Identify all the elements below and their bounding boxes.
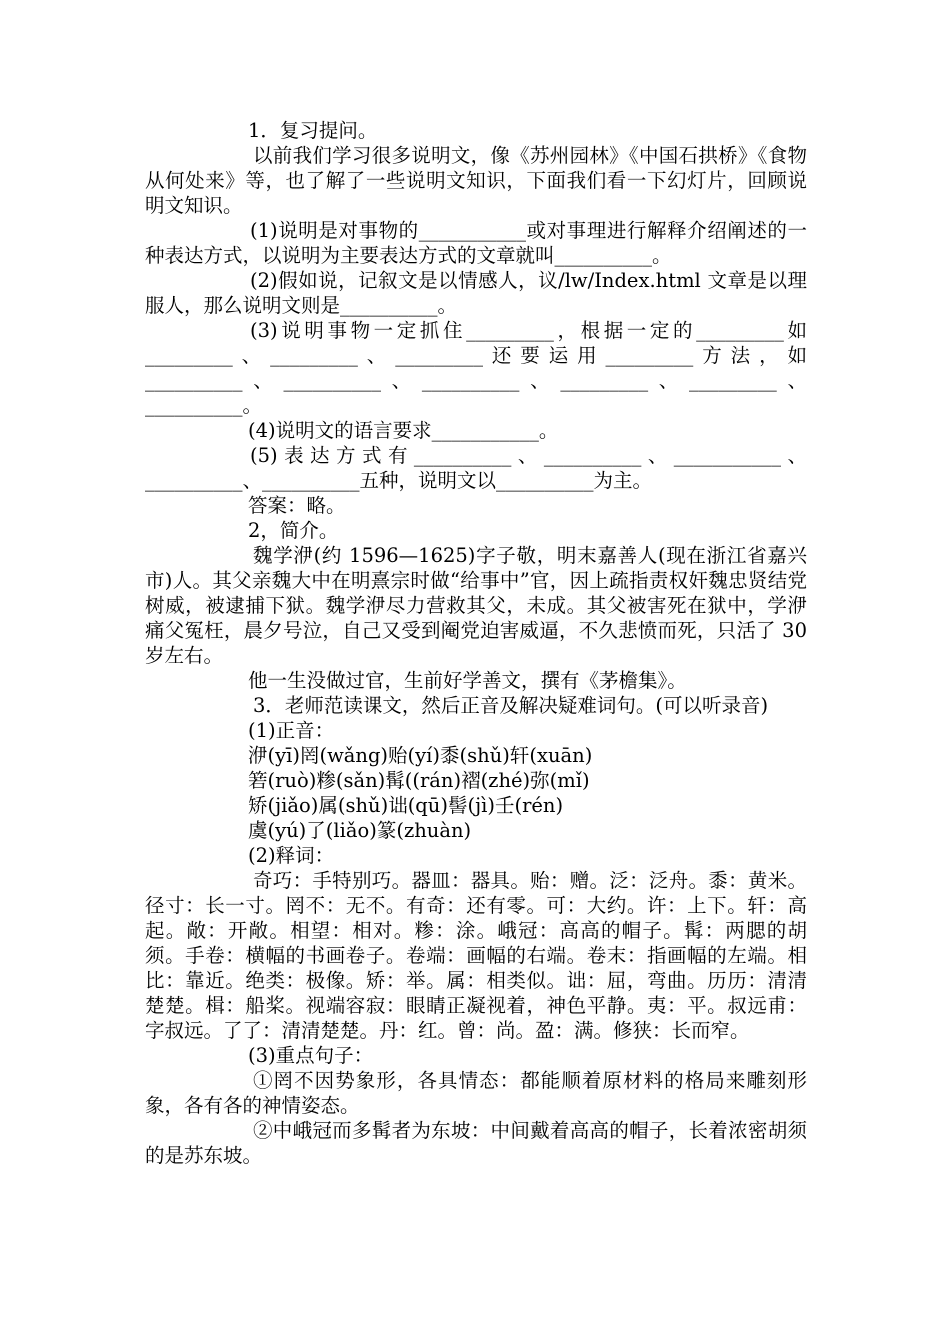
answer-line: 答案：略。	[248, 494, 346, 517]
question-1-paragraph: (1)说明是对事物的___________或对事理进行解释介绍阐述的一种表达方式，以说明为主要表达方式的文章就叫__________。	[145, 219, 807, 267]
question-2-paragraph: (2)假如说，记叙文是以情感人，议/lw/Index.html 文章是以理服人，那么说明文则是__________。	[145, 269, 807, 317]
question-4-paragraph: (4)说明文的语言要求___________。	[248, 419, 559, 442]
reading-step-paragraph: 3．老师范读课文，然后正音及解决疑难词句。(可以听录音)	[253, 694, 769, 717]
question-3-paragraph: (3)说明事物一定抓住_________，根据一定的_________如_________、_________、_________还要运用_________方法，如__________、__________、__________、_________、_________、__________。	[145, 319, 807, 417]
vocabulary-heading: (2)释词：	[248, 844, 335, 867]
pronunciation-line-4: 虞(yú)了(liǎo)篆(zhuàn)	[248, 819, 472, 842]
key-sentence-2: ②中峨冠而多髯者为东坡：中间戴着高高的帽子，长着浓密胡须的是苏东坡。	[145, 1119, 807, 1167]
pronunciation-line-2: 箬(ruò)糁(sǎn)髯((rán)褶(zhé)弥(mǐ)	[248, 769, 590, 792]
vocabulary-paragraph: 奇巧：手特别巧。器皿：器具。贻：赠。泛：泛舟。黍：黄米。径寸：长一寸。罔不：无不。有奇：还有零。可：大约。许：上下。轩：高起。敞：开敞。相望：相对。糁：涂。峨冠：高高的帽子。髯：两腮的胡须。手卷：横幅的书画卷子。卷端：画幅的右端。卷末：指画幅的左端。相比：靠近。绝类：极像。矫：举。属：相类似。诎：屈，弯曲。历历：清清楚楚。楫：船桨。视端容寂：眼睛正凝视着，神色平静。夷：平。叔远甫：字叔远。了了：清清楚楚。丹：红。曾：尚。盈：满。修狭：长而窄。	[145, 869, 807, 1042]
pronunciation-line-1: 洢(yī)罔(wǎng)贻(yí)黍(shǔ)轩(xuān)	[248, 744, 593, 767]
author-bio-paragraph: 魏学洢(约 1596—1625)字子敬，明末嘉善人(现在浙江省嘉兴市)人。其父亲魏大中在明熹宗时做“给事中”官，因上疏指责权奸魏忠贤结党树威，被逮捕下狱。魏学洢尽力营救其父，未成。其父被害死在狱中，学洢痛父冤枉，晨夕号泣，自己又受到阉党迫害威逼，不久悲愤而死，只活了 30 岁左右。	[145, 544, 814, 667]
review-question-heading: 1．复习提问。	[248, 119, 378, 142]
key-sentence-1: ①罔不因势象形，各具情态：都能顺着原材料的格局来雕刻形象，各有各的神情姿态。	[145, 1069, 807, 1117]
author-works-paragraph: 他一生没做过官，生前好学善文，撰有《茅檐集》。	[248, 669, 687, 692]
question-5-paragraph: (5)表达方式有__________、__________、___________、__________、__________五种，说明文以__________为主。	[145, 444, 807, 492]
pronunciation-heading: (1)正音：	[248, 719, 335, 742]
introduction-heading: 2，简介。	[248, 519, 339, 542]
pronunciation-line-3: 矫(jiǎo)属(shǔ)诎(qū)髻(jì)壬(rén)	[248, 794, 564, 817]
document-body	[145, 118, 814, 1168]
key-sentences-heading: (3)重点句子：	[248, 1044, 374, 1067]
review-intro-paragraph: 以前我们学习很多说明文，像《苏州园林》《中国石拱桥》《食物从何处来》等，也了解了一些说明文知识，下面我们看一下幻灯片，回顾说明文知识。	[145, 144, 807, 217]
